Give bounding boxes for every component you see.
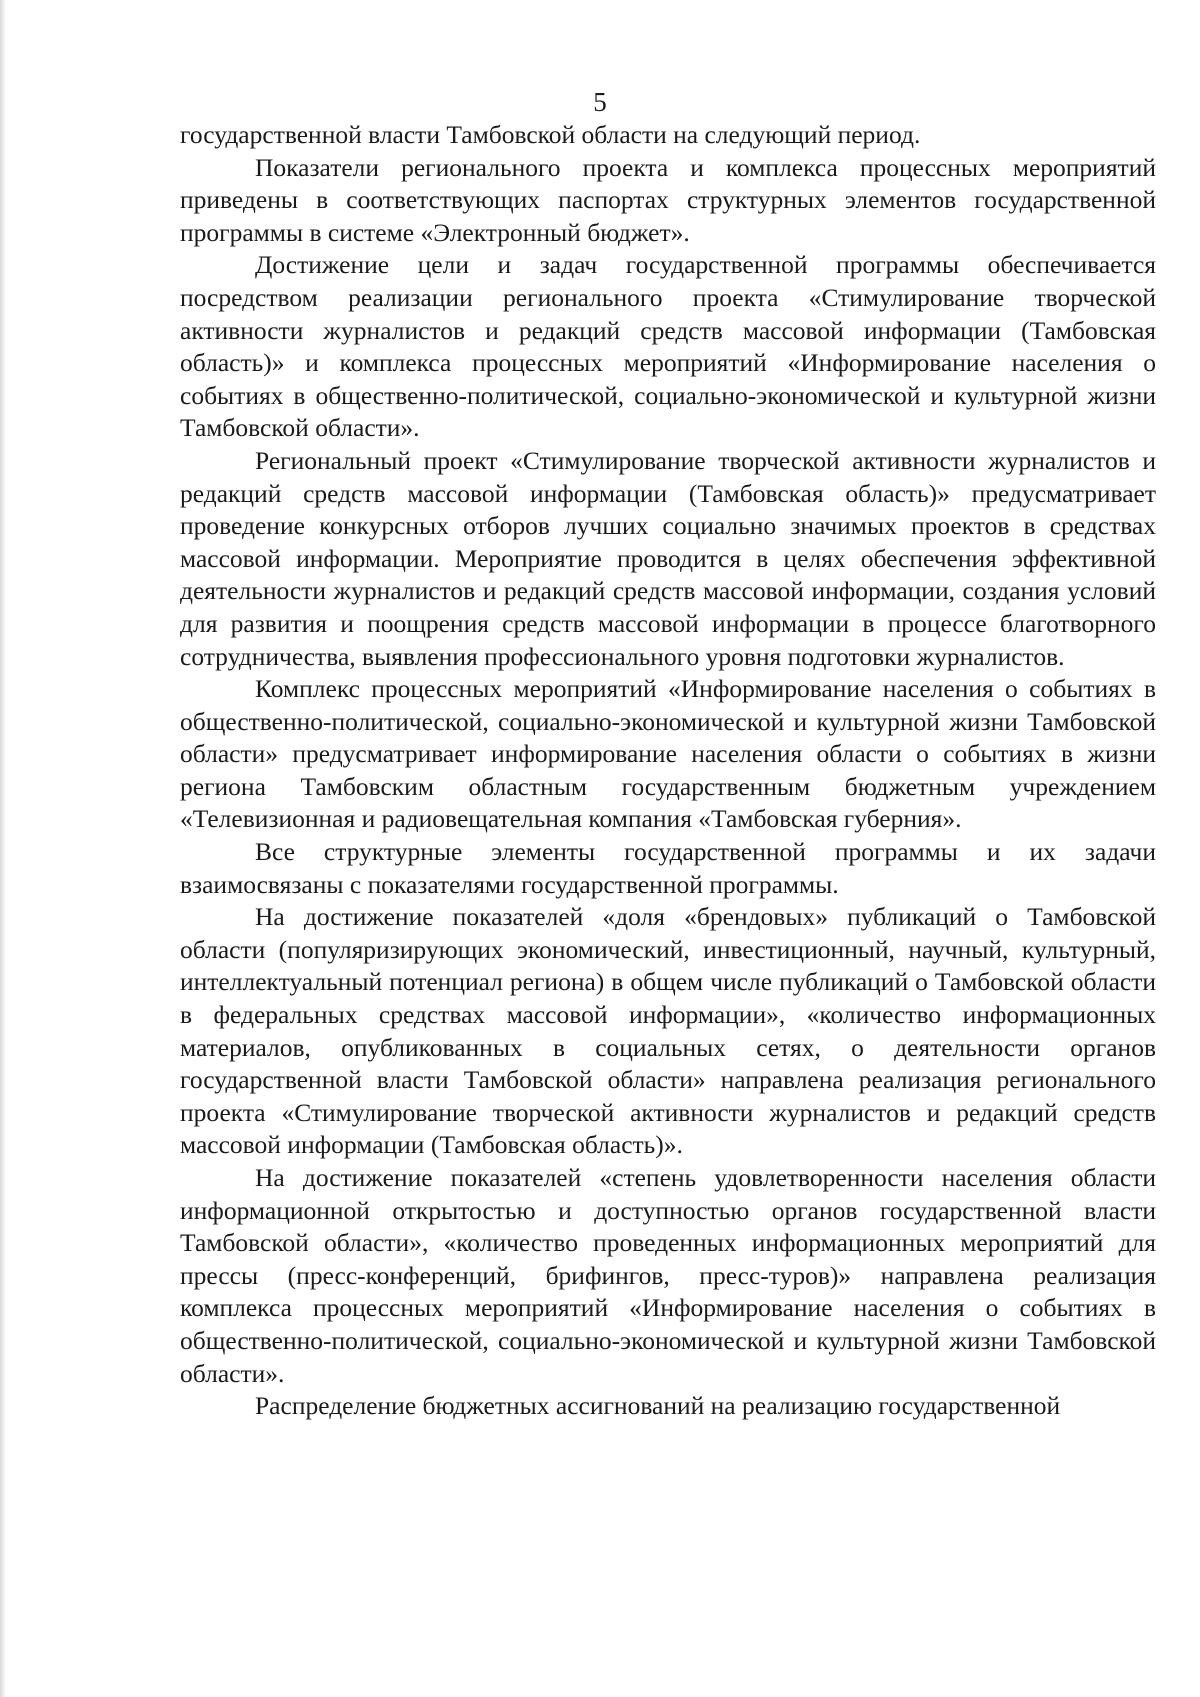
paragraph-process-complex: Комплекс процессных мероприятий «Информирование населения о событиях в общественно-политической, социально-экономической и культурной жизни Тамбовской области» предусматривает информирование населения области о событиях в жизни региона Тамбовским областным государственным бюджетным учреждением «Телевизионная и радиовещательная компания «Тамбовская губерния». [180, 674, 1156, 834]
scan-edge-shadow [0, 0, 6, 1697]
paragraph-project-indicators: На достижение показателей «доля «брендовых» публикаций о Тамбовской области (популяризирующих экономический, инвестиционный, научный, культурный, интеллектуальный потенциал региона) в общем числе публикаций о Тамбовской области в федеральных средствах массовой информации», «количество информационных материалов, опубликованных в социальных сетях, о деятельности органов государственной власти Тамбовской области» направлена реализация регионального проекта «Стимулирование творческой активности журналистов и редакций средств массовой информации (Тамбовская область)». [180, 902, 1156, 1160]
paragraph-structural-elements: Все структурные элементы государственной программы и их задачи взаимосвязаны с показателями государственной программы. [180, 837, 1156, 899]
paragraph-complex-indicators: На достижение показателей «степень удовлетворенности населения области информационной открытостью и доступностью органов государственной власти Тамбовской области», «количество проведенных информационных мероприятий для прессы (пресс-конференций, брифингов, пресс-туров)» направлена реализация комплекса процессных мероприятий «Информирование населения о событиях в общественно-политической, социально-экономической и культурной жизни Тамбовской области». [180, 1163, 1156, 1388]
page-number: 5 [593, 87, 607, 117]
document-body [180, 119, 1156, 1423]
paragraph-goal-achievement: Достижение цели и задач государственной программы обеспечивается посредством реализации регионального проекта «Стимулирование творческой активности журналистов и редакций средств массовой информации (Тамбовская область)» и комплекса процессных мероприятий «Информирование населения о событиях в общественно-политической, социально-экономической и культурной жизни Тамбовской области». [180, 250, 1156, 443]
paragraph-regional-project: Региональный проект «Стимулирование творческой активности журналистов и редакций средств массовой информации (Тамбовская область)» предусматривает проведение конкурсных отборов лучших социально значимых проектов в средствах массовой информации. Мероприятие проводится в целях обеспечения эффективной деятельности журналистов и редакций средств массовой информации, создания условий для развития и поощрения средств массовой информации в процессе благотворного сотрудничества, выявления профессионального уровня подготовки журналистов. [180, 445, 1156, 671]
paragraph-continued: государственной власти Тамбовской области на следующий период. [180, 120, 921, 149]
paragraph-indicators: Показатели регионального проекта и комплекса процессных мероприятий приведены в соответствующих паспортах структурных элементов государственной программы в системе «Электронный бюджет». [180, 152, 1156, 247]
paragraph-budget-allocation: Распределение бюджетных ассигнований на реализацию государственной [255, 1391, 1061, 1421]
